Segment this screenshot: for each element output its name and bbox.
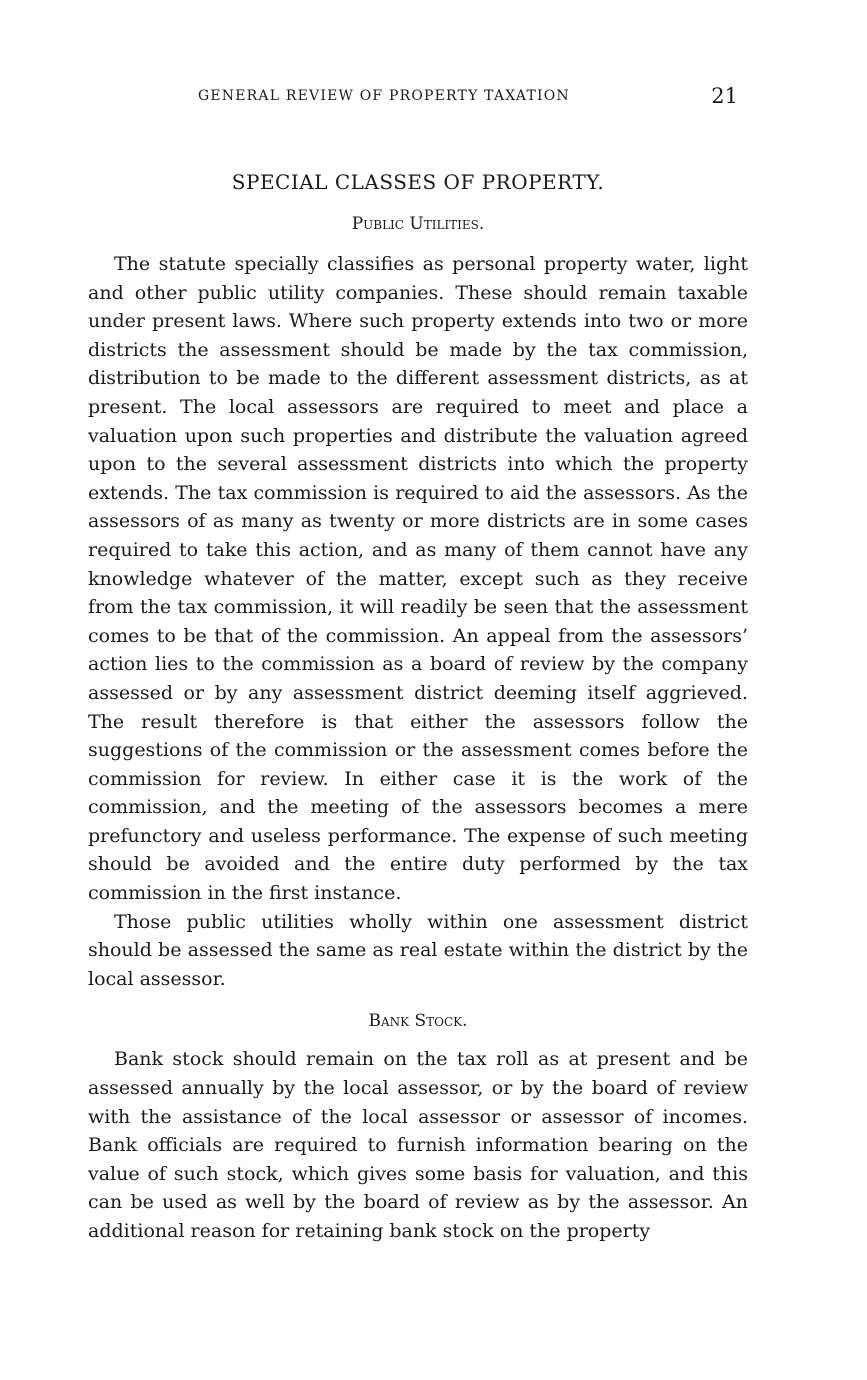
running-title: GENERAL REVIEW OF PROPERTY TAXATION [198, 88, 570, 104]
running-header [88, 80, 748, 116]
public-utilities-heading: Public Utilities. [351, 214, 485, 234]
bank-stock-paragraph-1: Bank stock should remain on the tax roll as at present and be assessed annually by the local assessor, or by the board of review with the assistance of the local assessor or assessor of incomes. Bank officials are required to furnish information bearing on the value of such stock, which gives some basis for valuation, and this can be used as well by the board of review as by the assessor. An additional reason for retaining bank stock on the property [88, 1048, 748, 1242]
bank-stock-heading: Bank Stock. [368, 1011, 468, 1032]
public-utilities-paragraph-2: Those public utilities wholly within one assessment district should be assessed the same as real estate within the district by the local assessor. [88, 910, 748, 990]
public-utilities-paragraph-1: The statute specially classifies as personal property water, light and other public utility companies. These should remain taxable under present laws. Where such property extends into two or more districts the assessment should be made by the tax commission, distribution to be made to the different assessment districts, as at present. The local assessors are required to meet and place a valuation upon such properties and distribute the valuation agreed upon to the several assessment districts into which the property extends. The tax commission is required to aid the assessors. As the assessors of as many as twenty or more districts are in some cases required to take this action, and as many of them cannot have any knowledge whatever of the matter, except such as they receive from the tax commission, it will readily be seen that the assessment comes to be that of the commission. An appeal from the assessors’ action lies to the commission as a board of review by the company assessed or by any assessment district deeming itself aggrieved. The result therefore is that either the assessors follow the suggestions of the commission or the assessment comes before the commission for review. In either case it is the work of the commission, and the meeting of the assessors becomes a mere prefunctory and useless performance. The expense of such meeting should be avoided and the entire duty performed by the tax commission in the first instance. [88, 253, 748, 905]
section-title: SPECIAL CLASSES OF PROPERTY. [231, 170, 605, 194]
book-page [88, 80, 748, 1246]
page-number: 21 [711, 84, 738, 108]
